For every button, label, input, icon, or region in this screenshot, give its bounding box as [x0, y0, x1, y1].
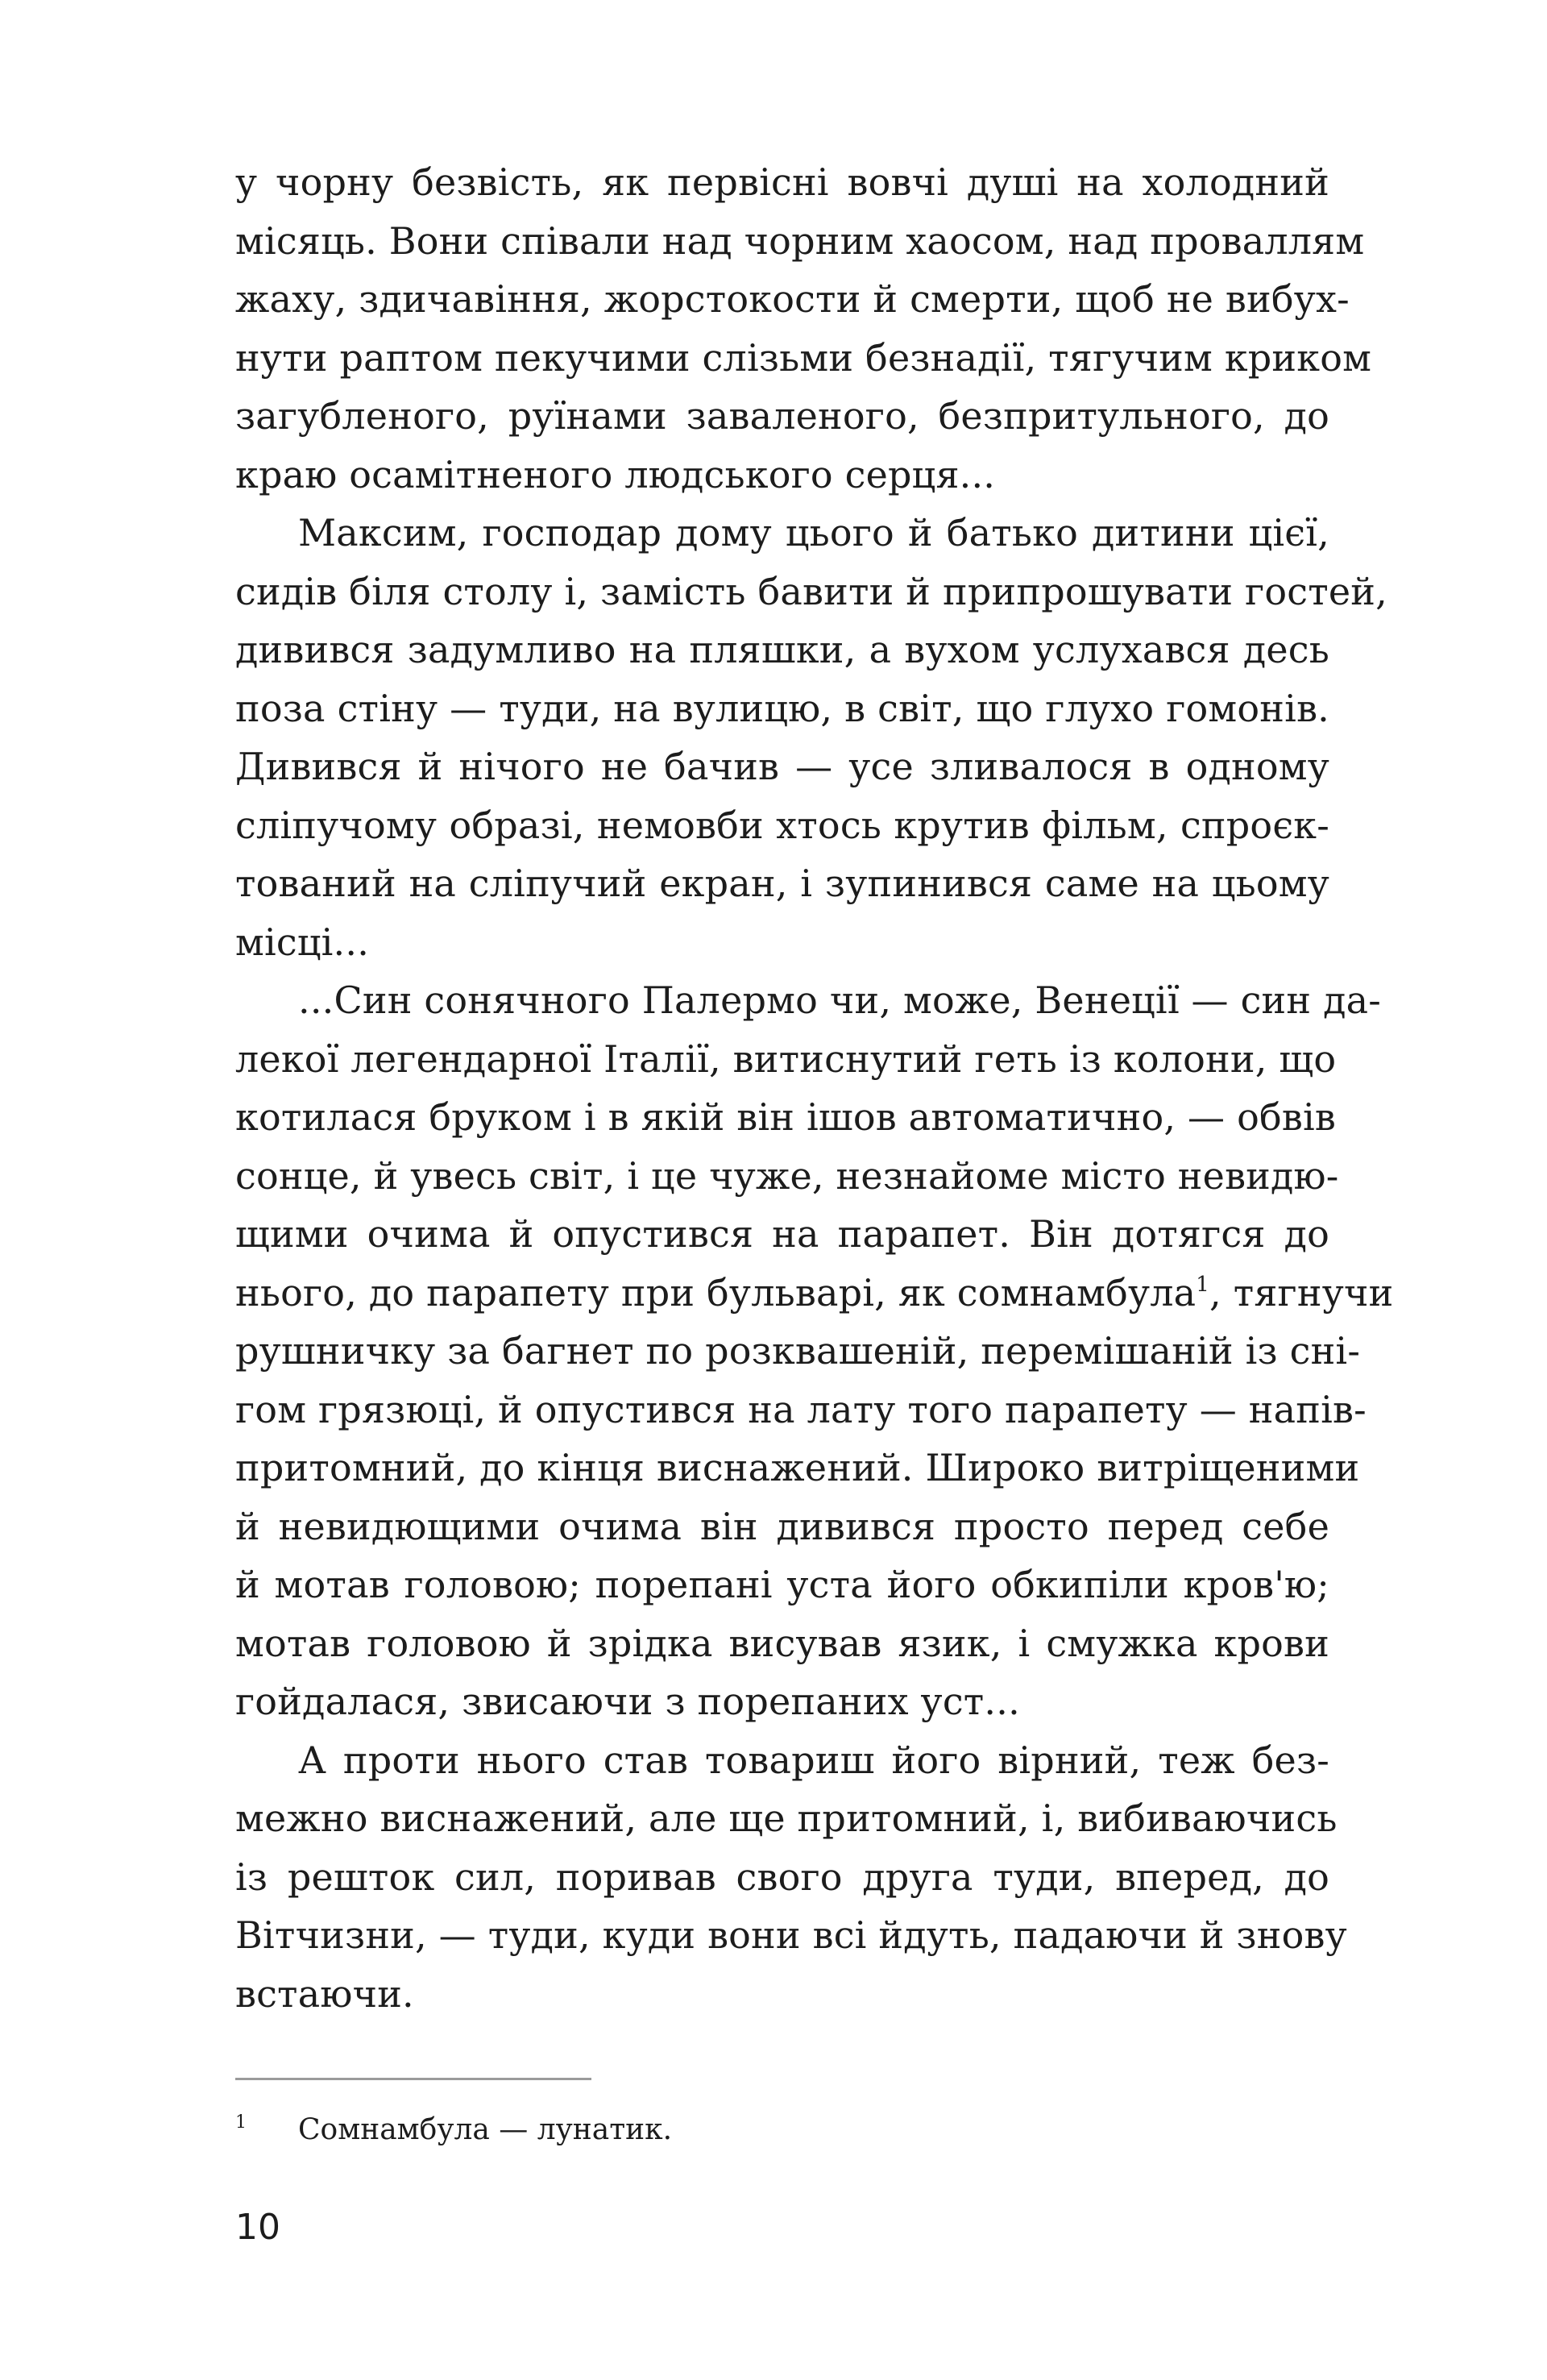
- text-line: мотав головою й зрідка висував язик, і смужка крови: [235, 1621, 1329, 1665]
- text-line: дивився задумливо на пляшки, а вухом услухався десь: [235, 628, 1329, 671]
- text-line: встаючи.: [235, 1971, 414, 2016]
- text-line: Вітчизни, — туди, куди вони всі йдуть, падаючи й знову: [235, 1913, 1347, 1957]
- text-line-start: нього, до парапету при бульварі, як сомнамбула: [235, 1270, 1197, 1315]
- text-line: поза стіну — туди, на вулицю, в світ, що глухо гомонів.: [235, 686, 1329, 730]
- footnote-reference: 1: [1196, 1272, 1210, 1297]
- text-line: межно виснажений, але ще притомний, і, вибиваючись: [235, 1796, 1338, 1840]
- text-line: гом грязюці, й опустився на лату того парапету — напів-: [235, 1387, 1367, 1431]
- text-line-end: , тягнучи: [1209, 1270, 1394, 1315]
- text-line: у чорну безвість, як первісні вовчі душі на холодний: [235, 160, 1329, 204]
- text-line: нути раптом пекучими слізьми безнадії, тягучим криком: [235, 335, 1372, 380]
- text-line: Максим, господар дому цього й батько дитини цієї,: [298, 511, 1329, 555]
- text-line: щими очима й опустився на парапет. Він дотягся до: [235, 1212, 1329, 1256]
- text-line: [235, 1264, 1394, 1323]
- text-line: ...Син сонячного Палермо чи, може, Венеції — син да-: [298, 978, 1381, 1022]
- text-line: місяць. Вони співали над чорним хаосом, над проваллям: [235, 218, 1365, 263]
- text-line: жаху, здичавіння, жорстокости й смерти, щоб не вибух-: [235, 277, 1350, 321]
- text-line: краю осамітненого людського серця...: [235, 452, 996, 496]
- text-line: сидів біля столу і, замість бавити й припрошувати гостей,: [235, 569, 1387, 613]
- footnote-mark: 1: [235, 2112, 247, 2133]
- text-line: лекої легендарної Італії, витиснутий геть із колони, що: [235, 1036, 1337, 1081]
- text-line: й невидющими очима він дивився просто перед себе: [235, 1504, 1329, 1548]
- page-number: 10: [235, 2207, 280, 2248]
- text-line: тований на сліпучий екран, і зупинився саме на цьому: [235, 862, 1329, 905]
- text-line: А проти нього став товариш його вірний, теж без-: [298, 1738, 1329, 1782]
- footnote-divider: [235, 2078, 591, 2080]
- text-line: гойдалася, звисаючи з порепаних уст...: [235, 1680, 1020, 1723]
- text-line: котилася бруком і в якій він ішов автоматично, — обвів: [235, 1095, 1336, 1139]
- text-line: притомний, до кінця виснажений. Широко витріщеними: [235, 1446, 1360, 1489]
- body-text: [235, 153, 1394, 2023]
- text-line: сонце, й увесь світ, і це чуже, незнайоме місто невидю-: [235, 1153, 1339, 1198]
- text-line: загубленого, руїнами заваленого, безпритульного, до: [235, 394, 1329, 438]
- text-line: із решток сил, поривав свого друга туди, вперед, до: [235, 1855, 1329, 1899]
- text-line: Дивився й нічого не бачив — усе зливалося в одному: [235, 745, 1329, 788]
- text-line: місці...: [235, 920, 370, 964]
- text-line: й мотав головою; порепані уста його обкипіли кров'ю;: [235, 1563, 1329, 1606]
- text-line: сліпучому образі, немовби хтось крутив фільм, спроєк-: [235, 803, 1329, 847]
- text-line: рушничку за багнет по розквашеній, перемішаній із сні-: [235, 1329, 1361, 1373]
- footnote-text: Сомнамбула — лунатик.: [298, 2113, 673, 2146]
- footnote: [235, 2100, 1329, 2153]
